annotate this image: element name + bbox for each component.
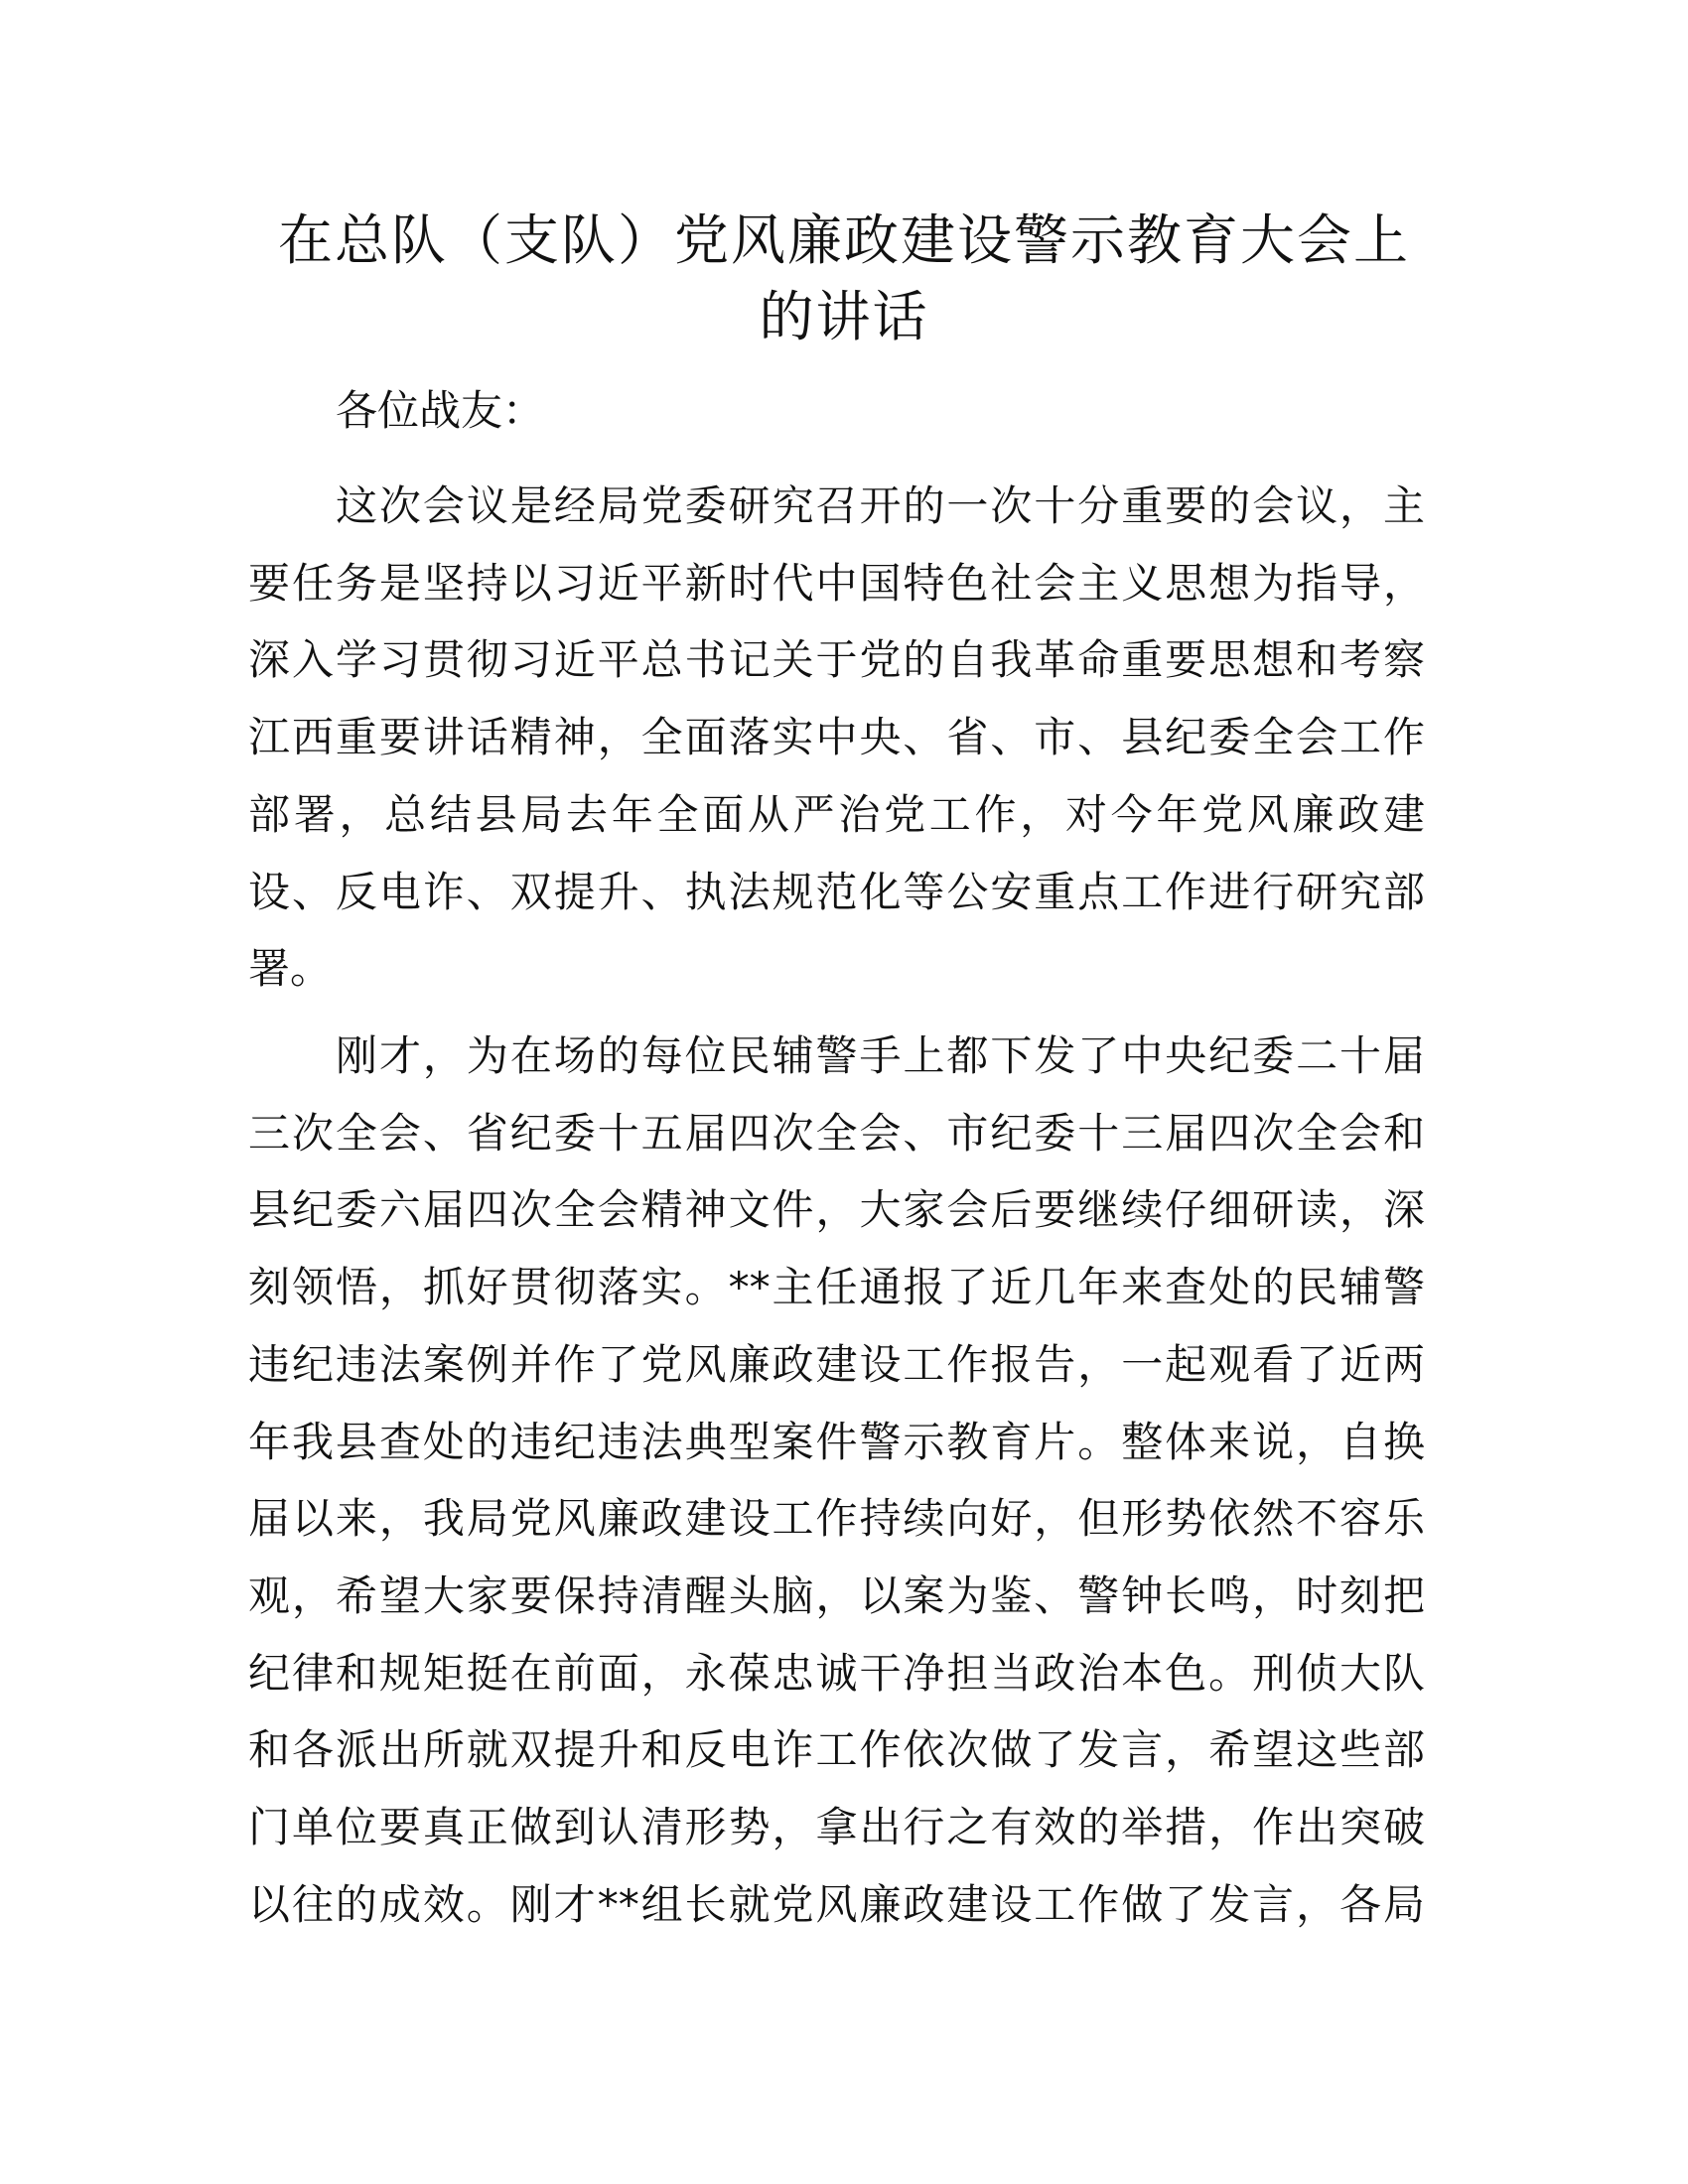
paragraph-1-line: 署。 bbox=[248, 944, 333, 994]
paragraph-1-line: 深入学习贯彻习近平总书记关于党的自我革命重要思想和考察 bbox=[248, 635, 1425, 685]
paragraph-2-line: 门单位要真正做到认清形势，拿出行之有效的举措，作出突破 bbox=[248, 1803, 1425, 1851]
paragraph-2-line: 县纪委六届四次全会精神文件，大家会后要继续仔细研读，深 bbox=[248, 1185, 1425, 1235]
paragraph-2-line: 违纪违法案例并作了党风廉政建设工作报告，一起观看了近两 bbox=[248, 1339, 1425, 1389]
paragraph-2-line: 届以来，我局党风廉政建设工作持续向好，但形势依然不容乐 bbox=[248, 1494, 1425, 1544]
paragraph-1-line: 要任务是坚持以习近平新时代中国特色社会主义思想为指导， bbox=[248, 558, 1425, 608]
paragraph-1-line: 江西重要讲话精神，全面落实中央、省、市、县纪委全会工作 bbox=[248, 713, 1425, 762]
document-title-line-2: 的讲话 bbox=[759, 285, 929, 348]
document-title-line-1: 在总队（支队）党风廉政建设警示教育大会上 bbox=[277, 208, 1410, 272]
paragraph-2-line: 以往的成效。刚才**组长就党风廉政建设工作做了发言，各局 bbox=[248, 1879, 1425, 1929]
paragraph-1-line: 这次会议是经局党委研究召开的一次十分重要的会议，主 bbox=[336, 481, 1425, 530]
paragraph-2-line: 刻领悟，抓好贯彻落实。**主任通报了近几年来查处的民辅警 bbox=[248, 1263, 1425, 1312]
paragraph-1-line: 部署，总结县局去年全面从严治党工作，对今年党风廉政建 bbox=[248, 789, 1425, 839]
paragraph-2-line: 年我县查处的违纪违法典型案件警示教育片。整体来说，自换 bbox=[248, 1417, 1425, 1466]
paragraph-2-line: 纪律和规矩挺在前面，永葆忠诚干净担当政治本色。刑侦大队 bbox=[248, 1648, 1425, 1698]
greeting: 各位战友： bbox=[336, 386, 545, 435]
paragraph-2-line: 和各派出所就双提升和反电诈工作依次做了发言，希望这些部 bbox=[248, 1725, 1425, 1775]
paragraph-2-line: 三次全会、省纪委十五届四次全会、市纪委十三届四次全会和 bbox=[248, 1108, 1425, 1158]
paragraph-2-line: 刚才，为在场的每位民辅警手上都下发了中央纪委二十届 bbox=[336, 1031, 1425, 1080]
paragraph-1-line: 设、反电诈、双提升、执法规范化等公安重点工作进行研究部 bbox=[248, 867, 1425, 916]
paragraph-2-line: 观，希望大家要保持清醒头脑，以案为鉴、警钟长鸣，时刻把 bbox=[248, 1570, 1425, 1620]
